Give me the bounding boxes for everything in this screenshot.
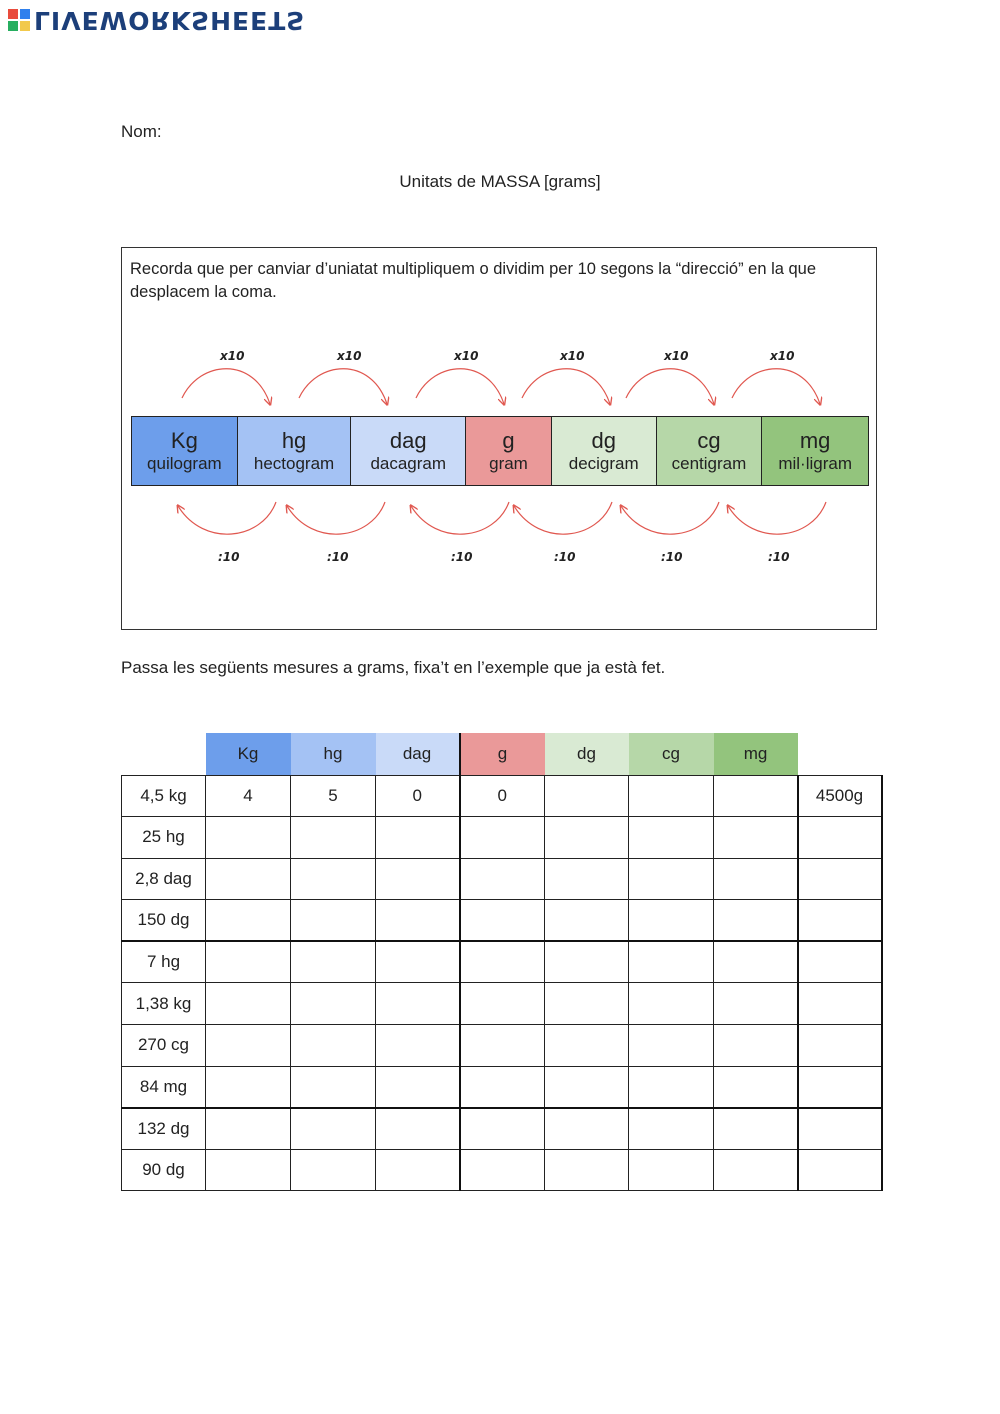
digit-cell[interactable] xyxy=(291,1108,376,1150)
divide-arrow xyxy=(514,502,612,534)
result-cell[interactable] xyxy=(798,858,882,900)
digit-cell[interactable] xyxy=(629,1149,714,1191)
digit-cell[interactable] xyxy=(206,1149,291,1191)
multiply-arrow xyxy=(626,369,714,404)
measure-cell: 1,38 kg xyxy=(122,983,206,1025)
measure-cell: 150 dg xyxy=(122,900,206,942)
digit-cell[interactable] xyxy=(460,1025,545,1067)
divide-arrow xyxy=(621,502,719,534)
digit-cell[interactable] xyxy=(714,858,798,900)
unit-cell-cg xyxy=(657,417,763,485)
units-row xyxy=(131,416,869,486)
divide-arrow xyxy=(287,502,385,534)
table-row xyxy=(122,817,882,859)
measure-cell: 270 cg xyxy=(122,1025,206,1067)
instruction-text: Passa les següents mesures a grams, fixa’t en l’exemple que ja està fet. xyxy=(121,658,666,677)
unit-name: hectogram xyxy=(253,454,335,473)
name-label: Nom: xyxy=(121,122,162,141)
digit-cell[interactable] xyxy=(545,983,629,1025)
result-cell[interactable] xyxy=(798,1108,882,1150)
digit-cell[interactable] xyxy=(376,817,460,859)
result-cell[interactable] xyxy=(798,941,882,983)
digit-cell: 5 xyxy=(291,775,376,817)
digit-cell[interactable] xyxy=(545,858,629,900)
digit-cell: 0 xyxy=(460,775,545,817)
logo-text: LIVEWORKSHEETS xyxy=(34,5,306,35)
unit-name: centigram xyxy=(671,454,747,473)
measure-cell: 2,8 dag xyxy=(122,858,206,900)
unit-abbr: cg xyxy=(697,428,721,453)
blank-header xyxy=(122,733,206,775)
multiply-label: x10 xyxy=(337,349,362,363)
unit-cell-dg xyxy=(552,417,657,485)
multiply-arrow xyxy=(732,369,820,404)
measure-cell: 25 hg xyxy=(122,817,206,859)
digit-cell[interactable] xyxy=(714,983,798,1025)
measure-cell: 84 mg xyxy=(122,1066,206,1108)
column-header-g: g xyxy=(460,733,545,775)
digit-cell[interactable] xyxy=(460,1149,545,1191)
digit-cell[interactable] xyxy=(629,1108,714,1150)
table-row xyxy=(122,775,882,817)
unit-abbr: dag xyxy=(389,428,427,453)
digit-cell[interactable] xyxy=(460,941,545,983)
digit-cell[interactable] xyxy=(376,858,460,900)
divide-arrow xyxy=(178,502,276,534)
digit-cell: 4 xyxy=(206,775,291,817)
digit-cell[interactable] xyxy=(545,1066,629,1108)
unit-cell-g xyxy=(466,417,552,485)
unit-cell-hg xyxy=(238,417,352,485)
digit-cell[interactable] xyxy=(714,1066,798,1108)
multiply-arrow xyxy=(299,369,387,404)
table-row xyxy=(122,941,882,983)
digit-cell[interactable] xyxy=(714,941,798,983)
digit-cell[interactable] xyxy=(206,900,291,942)
unit-abbr: Kg xyxy=(170,428,198,453)
digit-cell[interactable] xyxy=(545,941,629,983)
column-header-cg: cg xyxy=(629,733,714,775)
unit-name: mil·ligram xyxy=(778,454,852,473)
digit-cell[interactable] xyxy=(291,941,376,983)
liveworksheets-logo xyxy=(8,4,305,36)
digit-cell[interactable] xyxy=(629,900,714,942)
digit-cell xyxy=(629,775,714,817)
unit-abbr: dg xyxy=(591,428,616,453)
digit-cell[interactable] xyxy=(629,858,714,900)
multiply-label: x10 xyxy=(560,349,585,363)
multiply-label: x10 xyxy=(664,349,689,363)
measure-cell: 132 dg xyxy=(122,1108,206,1150)
unit-name: decigram xyxy=(568,454,639,473)
digit-cell[interactable] xyxy=(545,1108,629,1150)
digit-cell[interactable] xyxy=(460,1108,545,1150)
unit-abbr: g xyxy=(502,428,515,453)
unit-cell-dag xyxy=(351,417,466,485)
digit-cell[interactable] xyxy=(206,983,291,1025)
column-header-mg: mg xyxy=(714,733,798,775)
digit-cell[interactable] xyxy=(545,1025,629,1067)
result-cell[interactable] xyxy=(798,1066,882,1108)
table-row xyxy=(122,1025,882,1067)
unit-name: gram xyxy=(489,454,528,473)
worksheet-title: Unitats de MASSA [grams] xyxy=(399,172,601,191)
digit-cell[interactable] xyxy=(376,1025,460,1067)
digit-cell[interactable] xyxy=(714,1025,798,1067)
multiply-label: x10 xyxy=(770,349,795,363)
divide-label: :10 xyxy=(554,550,576,564)
digit-cell[interactable] xyxy=(376,900,460,942)
unit-abbr: mg xyxy=(799,428,831,453)
unit-name: quilogram xyxy=(147,454,222,473)
digit-cell[interactable] xyxy=(714,1108,798,1150)
divide-arrow xyxy=(411,502,509,534)
digit-cell[interactable] xyxy=(206,858,291,900)
digit-cell[interactable] xyxy=(714,1149,798,1191)
digit-cell xyxy=(545,775,629,817)
result-cell[interactable] xyxy=(798,900,882,942)
digit-cell[interactable] xyxy=(376,1108,460,1150)
result-cell[interactable] xyxy=(798,1025,882,1067)
table-row xyxy=(122,983,882,1025)
table-row xyxy=(122,1149,882,1191)
digit-cell[interactable] xyxy=(714,817,798,859)
divide-label: :10 xyxy=(218,550,240,564)
digit-cell[interactable] xyxy=(206,1108,291,1150)
digit-cell[interactable] xyxy=(206,817,291,859)
divide-label: :10 xyxy=(327,550,349,564)
result-cell[interactable] xyxy=(798,983,882,1025)
column-header-kg: Kg xyxy=(206,733,291,775)
digit-cell[interactable] xyxy=(629,817,714,859)
result-cell[interactable] xyxy=(798,1149,882,1191)
digit-cell[interactable] xyxy=(460,900,545,942)
multiply-label: x10 xyxy=(454,349,479,363)
unit-name: dacagram xyxy=(370,454,447,473)
digit-cell[interactable] xyxy=(291,983,376,1025)
digit-cell[interactable] xyxy=(291,817,376,859)
unit-cell-kg xyxy=(132,417,238,485)
digit-cell[interactable] xyxy=(545,900,629,942)
table-row xyxy=(122,1066,882,1108)
digit-cell[interactable] xyxy=(206,1066,291,1108)
digit-cell[interactable] xyxy=(629,1066,714,1108)
digit-cell xyxy=(714,775,798,817)
divide-arrow xyxy=(728,502,826,534)
digit-cell[interactable] xyxy=(460,817,545,859)
digit-cell[interactable] xyxy=(291,1066,376,1108)
reminder-text: Recorda que per canviar d’uniatat multipliquem o dividim per 10 segons la “direcció” en la que desplacem la coma. xyxy=(130,260,817,301)
measure-cell: 90 dg xyxy=(122,1149,206,1191)
divide-label: :10 xyxy=(661,550,683,564)
digit-cell[interactable] xyxy=(376,941,460,983)
column-header-dag: dag xyxy=(376,733,460,775)
digit-cell[interactable] xyxy=(460,983,545,1025)
column-header-dg: dg xyxy=(545,733,629,775)
conversion-table xyxy=(121,733,883,1191)
divide-label: :10 xyxy=(768,550,790,564)
multiply-label: x10 xyxy=(220,349,245,363)
digit-cell[interactable] xyxy=(291,858,376,900)
divide-label: :10 xyxy=(451,550,473,564)
digit-cell[interactable] xyxy=(376,1149,460,1191)
measure-cell: 7 hg xyxy=(122,941,206,983)
digit-cell[interactable] xyxy=(376,983,460,1025)
column-header-hg: hg xyxy=(291,733,376,775)
result-cell: 4500g xyxy=(798,775,882,817)
measure-cell: 4,5 kg xyxy=(122,775,206,817)
blank-header xyxy=(798,733,882,775)
digit-cell[interactable] xyxy=(714,900,798,942)
digit-cell[interactable] xyxy=(291,1149,376,1191)
digit-cell[interactable] xyxy=(629,941,714,983)
digit-cell[interactable] xyxy=(206,941,291,983)
digit-cell[interactable] xyxy=(545,817,629,859)
multiply-arrow xyxy=(416,369,504,404)
digit-cell[interactable] xyxy=(460,1066,545,1108)
multiply-arrow xyxy=(522,369,610,404)
digit-cell: 0 xyxy=(376,775,460,817)
digit-cell[interactable] xyxy=(291,900,376,942)
digit-cell[interactable] xyxy=(460,858,545,900)
multiply-arrow xyxy=(182,369,270,404)
digit-cell[interactable] xyxy=(629,983,714,1025)
table-row xyxy=(122,858,882,900)
table-row xyxy=(122,900,882,942)
table-row xyxy=(122,1108,882,1150)
digit-cell[interactable] xyxy=(629,1025,714,1067)
digit-cell[interactable] xyxy=(376,1066,460,1108)
result-cell[interactable] xyxy=(798,817,882,859)
unit-cell-mg xyxy=(762,417,868,485)
unit-abbr: hg xyxy=(281,428,307,453)
reminder-box xyxy=(121,247,877,630)
digit-cell[interactable] xyxy=(291,1025,376,1067)
digit-cell[interactable] xyxy=(545,1149,629,1191)
logo-blocks-icon xyxy=(8,9,30,31)
digit-cell[interactable] xyxy=(206,1025,291,1067)
